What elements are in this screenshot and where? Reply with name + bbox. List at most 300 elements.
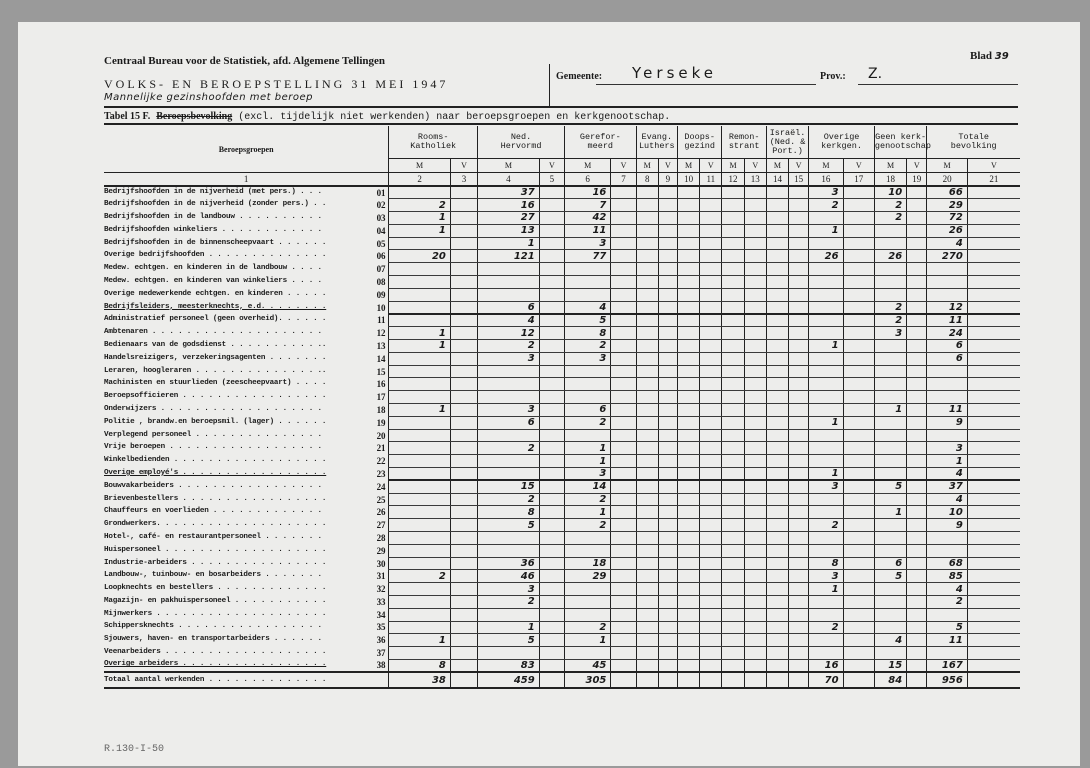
value-cell [450, 544, 477, 557]
value-cell [967, 212, 1020, 225]
value-cell [564, 532, 610, 545]
value-cell [907, 378, 927, 391]
value-cell [539, 442, 564, 455]
value-cell [744, 352, 766, 365]
value-cell: 24 [927, 327, 967, 340]
value-cell [809, 327, 843, 340]
value-cell: 2 [478, 442, 540, 455]
value-cell [658, 224, 677, 237]
value-cell [478, 455, 540, 468]
value-cell [389, 608, 451, 621]
value-cell [564, 429, 610, 442]
value-cell [722, 250, 744, 263]
value-cell: 1 [389, 340, 451, 353]
value-cell: 167 [927, 659, 967, 672]
value-cell [564, 583, 610, 596]
value-cell: 1 [389, 212, 451, 225]
value-cell [766, 442, 788, 455]
row-label: Sjouwers, haven- en transportarbeiders . . . . . . [104, 635, 322, 644]
value-cell: 459 [478, 672, 540, 688]
value-cell [843, 506, 874, 519]
row-label: Chauffeurs en voerlieden . . . . . . . . . . . . . [104, 507, 322, 516]
column-number: 19 [907, 173, 927, 187]
value-cell [809, 314, 843, 327]
value-cell: 83 [478, 659, 540, 672]
table-row [104, 404, 1020, 417]
value-cell [967, 480, 1020, 493]
value-cell [789, 391, 809, 404]
value-cell [789, 288, 809, 301]
value-cell [766, 301, 788, 314]
value-cell [564, 608, 610, 621]
table-row [104, 480, 1020, 493]
value-cell [611, 608, 636, 621]
table-row [104, 442, 1020, 455]
value-cell [700, 352, 722, 365]
value-cell [700, 288, 722, 301]
row-code: 35 [376, 622, 386, 633]
value-cell [678, 186, 700, 199]
value-cell [539, 570, 564, 583]
column-group-line1: Evang. [641, 132, 673, 142]
value-cell [843, 557, 874, 570]
row-label: Bedrijfshoofden in de binnenscheepvaart . . . . . . [104, 238, 327, 247]
value-cell [450, 659, 477, 672]
value-cell [611, 250, 636, 263]
table-row [104, 186, 1020, 199]
value-cell [611, 506, 636, 519]
value-cell [539, 263, 564, 276]
value-cell [967, 378, 1020, 391]
row-label: Verplegend personeel . . . . . . . . . . . . . . . [104, 430, 322, 439]
value-cell: 2 [809, 199, 843, 212]
value-cell: 6 [927, 352, 967, 365]
table-row [104, 493, 1020, 506]
value-cell [789, 365, 809, 378]
value-cell [907, 186, 927, 199]
value-cell [636, 557, 658, 570]
value-cell [636, 186, 658, 199]
value-cell [658, 659, 677, 672]
value-cell [450, 391, 477, 404]
value-cell [389, 583, 451, 596]
value-cell [478, 468, 540, 481]
value-cell [389, 416, 451, 429]
value-cell [450, 468, 477, 481]
value-cell [907, 455, 927, 468]
value-cell [700, 532, 722, 545]
value-cell [658, 621, 677, 634]
value-cell [927, 544, 967, 557]
value-cell: 2 [564, 519, 610, 532]
table-row [104, 276, 1020, 289]
row-label: Hotel-, café- en restaurantpersoneel . . . . . . . [104, 532, 322, 541]
value-cell [766, 583, 788, 596]
value-cell [874, 647, 906, 660]
column-number: 4 [478, 173, 540, 187]
value-cell [611, 659, 636, 672]
value-cell [843, 276, 874, 289]
gender-header-v: V [539, 159, 564, 173]
value-cell [766, 250, 788, 263]
value-cell [967, 442, 1020, 455]
value-cell [678, 519, 700, 532]
value-cell [722, 519, 744, 532]
value-cell [789, 263, 809, 276]
value-cell [744, 340, 766, 353]
value-cell [744, 365, 766, 378]
value-cell [843, 532, 874, 545]
value-cell [611, 237, 636, 250]
value-cell: 2 [874, 301, 906, 314]
value-cell: 45 [564, 659, 610, 672]
value-cell [611, 570, 636, 583]
value-cell [744, 276, 766, 289]
column-group-1 [478, 126, 565, 159]
value-cell [658, 301, 677, 314]
value-cell [611, 672, 636, 688]
value-cell [843, 634, 874, 647]
value-cell [907, 480, 927, 493]
value-cell: 3 [927, 442, 967, 455]
column-group-line1: Overige [823, 132, 860, 142]
value-cell [874, 263, 906, 276]
value-cell [907, 276, 927, 289]
value-cell [722, 480, 744, 493]
row-label: Handelsreizigers, verzekeringsagenten . . . . . . . [104, 353, 327, 362]
value-cell [874, 288, 906, 301]
value-cell [766, 237, 788, 250]
gender-header-v: V [450, 159, 477, 173]
value-cell: 10 [874, 186, 906, 199]
value-cell [744, 442, 766, 455]
value-cell [539, 596, 564, 609]
value-cell [843, 596, 874, 609]
value-cell [636, 480, 658, 493]
value-cell [450, 583, 477, 596]
value-cell [611, 404, 636, 417]
value-cell [678, 647, 700, 660]
value-cell: 1 [927, 455, 967, 468]
value-cell [539, 186, 564, 199]
value-cell: 1 [564, 455, 610, 468]
table-row [104, 391, 1020, 404]
value-cell [450, 404, 477, 417]
value-cell: 15 [874, 659, 906, 672]
value-cell [907, 544, 927, 557]
value-cell [744, 327, 766, 340]
value-cell [967, 365, 1020, 378]
value-cell [722, 301, 744, 314]
value-cell [809, 263, 843, 276]
value-cell [967, 468, 1020, 481]
value-cell [809, 429, 843, 442]
table-row [104, 583, 1020, 596]
value-cell [907, 224, 927, 237]
value-cell [766, 429, 788, 442]
value-cell [678, 327, 700, 340]
column-number: 16 [809, 173, 843, 187]
value-cell [450, 532, 477, 545]
value-cell [636, 493, 658, 506]
value-cell [611, 455, 636, 468]
value-cell [789, 608, 809, 621]
value-cell [678, 391, 700, 404]
row-code: 23 [376, 468, 386, 479]
value-cell [564, 288, 610, 301]
value-cell: 77 [564, 250, 610, 263]
value-cell [722, 647, 744, 660]
value-cell [658, 327, 677, 340]
row-label-cell [104, 199, 389, 212]
municipality-value: Yerseke [632, 64, 717, 82]
value-cell [766, 314, 788, 327]
value-cell [809, 455, 843, 468]
row-code: 38 [376, 660, 386, 671]
value-cell [611, 583, 636, 596]
table-row [104, 314, 1020, 327]
column-group-4 [678, 126, 722, 159]
value-cell [678, 583, 700, 596]
table-row [104, 365, 1020, 378]
value-cell [678, 199, 700, 212]
value-cell [678, 672, 700, 688]
value-cell [539, 480, 564, 493]
value-cell [843, 391, 874, 404]
value-cell [907, 404, 927, 417]
value-cell [744, 519, 766, 532]
value-cell [611, 442, 636, 455]
value-cell [744, 288, 766, 301]
value-cell [766, 647, 788, 660]
value-cell [636, 212, 658, 225]
value-cell: 3 [564, 468, 610, 481]
row-label-cell [104, 314, 389, 327]
row-label: Ambtenaren . . . . . . . . . . . . . . . . . . . . [104, 328, 322, 337]
row-code: 34 [376, 609, 386, 620]
value-cell [907, 263, 927, 276]
value-cell [907, 621, 927, 634]
value-cell [967, 596, 1020, 609]
value-cell [874, 583, 906, 596]
value-cell [678, 212, 700, 225]
value-cell [478, 429, 540, 442]
row-code: 33 [376, 596, 386, 607]
value-cell [539, 519, 564, 532]
table-row [104, 301, 1020, 314]
column-group-3 [636, 126, 677, 159]
value-cell [967, 314, 1020, 327]
value-cell [874, 621, 906, 634]
value-cell [636, 391, 658, 404]
value-cell [789, 672, 809, 688]
value-cell [658, 404, 677, 417]
value-cell [744, 186, 766, 199]
table-title [104, 111, 670, 123]
value-cell [722, 199, 744, 212]
value-cell [539, 608, 564, 621]
value-cell [874, 340, 906, 353]
value-cell [789, 416, 809, 429]
value-cell [678, 480, 700, 493]
value-cell [389, 391, 451, 404]
value-cell: 7 [564, 199, 610, 212]
column-group-line1: Ned. [510, 132, 532, 142]
row-label: Bedrijfsleiders, meesterknechts, e.d. . . . . . . . [104, 302, 327, 311]
value-cell [744, 224, 766, 237]
value-cell [389, 544, 451, 557]
value-cell [539, 212, 564, 225]
value-cell [874, 429, 906, 442]
value-cell [658, 672, 677, 688]
value-cell: 1 [389, 634, 451, 647]
value-cell [907, 327, 927, 340]
row-label-cell [104, 250, 389, 263]
value-cell [389, 532, 451, 545]
value-cell [700, 378, 722, 391]
value-cell [907, 570, 927, 583]
value-cell [766, 659, 788, 672]
value-cell [611, 429, 636, 442]
row-code: 26 [376, 507, 386, 518]
value-cell [744, 583, 766, 596]
column-group-2 [564, 126, 636, 159]
value-cell [789, 468, 809, 481]
value-cell [564, 378, 610, 391]
value-cell [389, 506, 451, 519]
gender-header-v: V [658, 159, 677, 173]
column-number: 7 [611, 173, 636, 187]
value-cell [967, 199, 1020, 212]
value-cell [967, 621, 1020, 634]
row-label-cell [104, 596, 389, 609]
value-cell [564, 391, 610, 404]
value-cell [700, 263, 722, 276]
row-label-cell [104, 506, 389, 519]
value-cell: 26 [927, 224, 967, 237]
row-label: Bedrijfshoofden winkeliers . . . . . . . . . . . . [104, 225, 322, 234]
value-cell [967, 532, 1020, 545]
value-cell [744, 596, 766, 609]
value-cell [678, 301, 700, 314]
value-cell [611, 544, 636, 557]
value-cell [450, 276, 477, 289]
column-number: 20 [927, 173, 967, 187]
value-cell [907, 583, 927, 596]
value-cell [809, 352, 843, 365]
value-cell [809, 596, 843, 609]
value-cell: 8 [389, 659, 451, 672]
value-cell [766, 327, 788, 340]
row-code: 05 [376, 238, 386, 249]
value-cell [874, 519, 906, 532]
value-cell [564, 263, 610, 276]
row-label: Winkelbedienden . . . . . . . . . . . . . . . . . . [104, 456, 327, 465]
value-cell [636, 276, 658, 289]
row-label: Mijnwerkers . . . . . . . . . . . . . . . . . . . . [104, 609, 327, 618]
value-cell [874, 416, 906, 429]
value-cell [611, 416, 636, 429]
value-cell [907, 212, 927, 225]
value-cell [700, 442, 722, 455]
row-label-cell [104, 583, 389, 596]
value-cell: 11 [927, 314, 967, 327]
row-code: 01 [376, 187, 386, 198]
row-code: 14 [376, 353, 386, 364]
value-cell [539, 621, 564, 634]
value-cell: 4 [478, 314, 540, 327]
value-cell [478, 608, 540, 621]
value-cell [700, 186, 722, 199]
value-cell [450, 365, 477, 378]
value-cell [636, 378, 658, 391]
value-cell [658, 596, 677, 609]
value-cell: 3 [809, 186, 843, 199]
value-cell [450, 442, 477, 455]
row-code: 02 [376, 200, 386, 211]
table-row [104, 532, 1020, 545]
value-cell [700, 647, 722, 660]
row-label: Medew. echtgen. en kinderen in de landbouw . . . . [104, 264, 322, 273]
value-cell [478, 532, 540, 545]
value-cell [700, 199, 722, 212]
column-group-line2: bevolking [950, 141, 997, 151]
value-cell [539, 301, 564, 314]
value-cell [967, 404, 1020, 417]
value-cell [678, 468, 700, 481]
value-cell [789, 596, 809, 609]
value-cell [611, 301, 636, 314]
value-cell [636, 544, 658, 557]
value-cell [789, 314, 809, 327]
row-code: 06 [376, 251, 386, 262]
value-cell: 1 [809, 468, 843, 481]
value-cell [611, 276, 636, 289]
row-code: 36 [376, 635, 386, 646]
value-cell [967, 583, 1020, 596]
value-cell [450, 416, 477, 429]
value-cell [678, 493, 700, 506]
value-cell [539, 647, 564, 660]
table-row [104, 378, 1020, 391]
value-cell [967, 493, 1020, 506]
value-cell [789, 455, 809, 468]
value-cell [636, 352, 658, 365]
value-cell [678, 365, 700, 378]
value-cell [611, 365, 636, 378]
gender-header-m: M [766, 159, 788, 173]
row-label-cell [104, 608, 389, 621]
value-cell [539, 352, 564, 365]
gender-header-m: M [564, 159, 610, 173]
value-cell [809, 391, 843, 404]
value-cell [389, 480, 451, 493]
value-cell [636, 199, 658, 212]
value-cell [722, 340, 744, 353]
value-cell [874, 544, 906, 557]
value-cell: 4 [564, 301, 610, 314]
row-code: 15 [376, 366, 386, 377]
value-cell [843, 659, 874, 672]
value-cell [611, 340, 636, 353]
value-cell [907, 429, 927, 442]
value-cell [843, 186, 874, 199]
value-cell: 3 [809, 480, 843, 493]
value-cell [907, 532, 927, 545]
row-label-cell [104, 519, 389, 532]
value-cell [907, 416, 927, 429]
column-number-row [104, 173, 1020, 187]
